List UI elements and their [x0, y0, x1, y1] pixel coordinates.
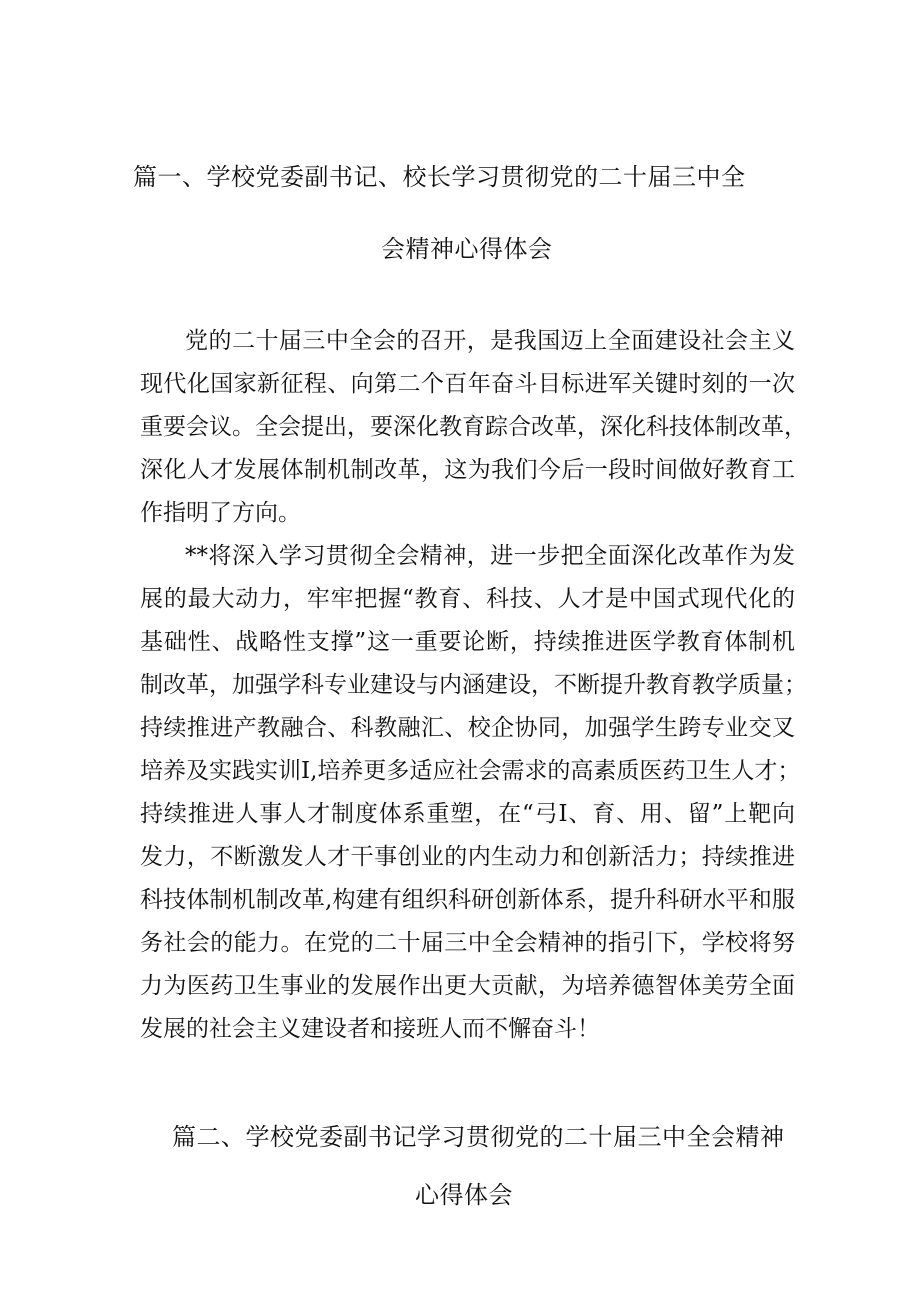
paragraph2-line-8: 发力，不断激发人才干事创业的内生动力和创新活力；持续推进: [140, 844, 795, 870]
paragraph2-line-4: 制改革，加强学科专业建设与内涵建设，不断提升教育教学质量；: [140, 672, 807, 698]
paragraph2-line-12: 发展的社会主义建设者和接班人而不懈奋斗！: [140, 1016, 600, 1042]
paragraph2-line-9: 科技体制机制改革,构建有组织科研创新体系，提升科研水平和服: [140, 887, 795, 913]
paragraph1-line-5: 作指明了方向。: [140, 500, 301, 526]
article1-title-line-2: 会精神心得体会: [381, 235, 553, 263]
article2-title-line-2: 心得体会: [415, 1181, 513, 1209]
paragraph2-line-10: 务社会的能力。在党的二十届三中全会精神的指引下，学校将努: [140, 930, 795, 956]
article1-title-line-1: 篇一、学校党委副书记、校长学习贯彻党的二十届三中全: [133, 163, 746, 191]
paragraph2-line-2: 展的最大动力，牢牢把握“教育、科技、人才是中国式现代化的: [140, 586, 795, 612]
paragraph2-line-7: 持续推进人事人才制度体系重塑，在“弓I、育、用、留”上靶向: [140, 801, 795, 827]
paragraph2-line-6: 培养及实践实训I,培养更多适应社会需求的高素质医药卫生人才；: [140, 758, 801, 784]
article2-title-line-1: 篇二、学校党委副书记学习贯彻党的二十届三中全会精神: [172, 1123, 785, 1151]
paragraph1-line-3: 重要会议。全会提出，要深化教育踪合改革，深化科技体制改革，: [140, 414, 807, 440]
paragraph1-line-2: 现代化国家新征程、向第二个百年奋斗目标进军关键时刻的一次: [140, 371, 795, 397]
paragraph2-line-11: 力为医药卫生事业的发展作出更大贡献，为培养德智体美劳全面: [140, 973, 795, 999]
paragraph2-line-5: 持续推进产教融合、科教融汇、校企协同，加强学生跨专业交叉: [140, 715, 795, 741]
paragraph1-line-1: 党的二十届三中全会的召开，是我国迈上全面建设社会主义: [185, 328, 795, 354]
paragraph2-line-1: **将深入学习贯彻全会精神，进一步把全面深化改革作为发: [185, 543, 795, 569]
paragraph1-line-4: 深化人才发展体制机制改革，这为我们今后一段时间做好教育工: [140, 457, 795, 483]
paragraph2-line-3: 基础性、战略性支撑”这一重要论断，持续推进医学教育体制机: [140, 629, 795, 655]
